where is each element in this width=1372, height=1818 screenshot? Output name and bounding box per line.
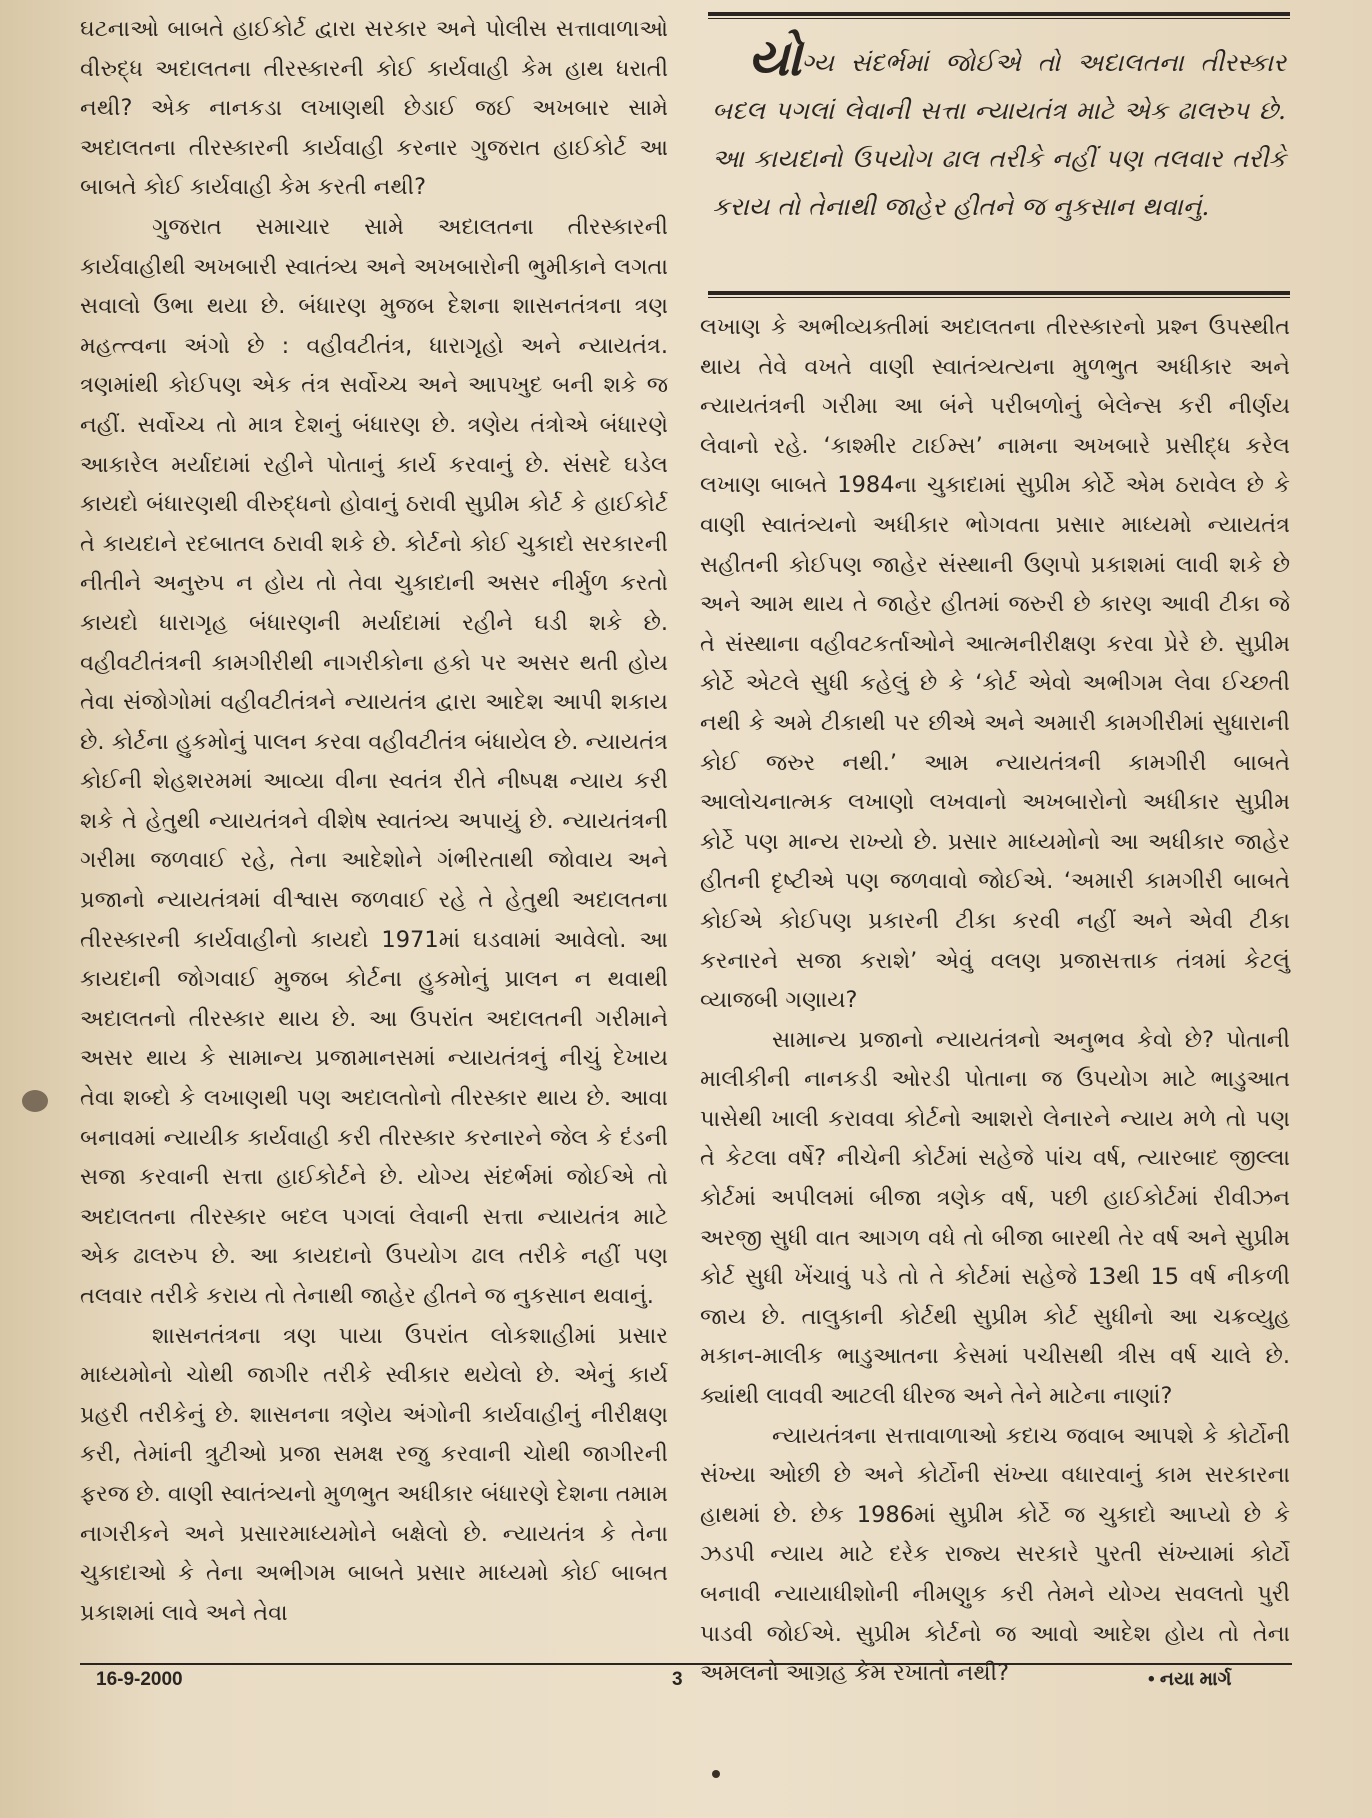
- right-paragraph-1: લખાણ કે અભીવ્યક્તીમાં અદાલતના તીરસ્કારનો પ્રશ્ન ઉપસ્થીત થાય તેવે વખતે વાણી સ્વાતંત્ર્યત્યના મુળભુત અધીકાર અને ન્યાયતંત્રની ગરીમા આ બંને પરીબળોનું બેલેન્સ કરી નીર્ણય લેવાનો રહે. ‘કાશ્મીર ટાઈમ્સ’ નામના અખબારે પ્રસીદ્ધ કરેલ લખાણ બાબતે 1984ના ચુકાદામાં સુપ્રીમ કોર્ટે એમ ઠરાવેલ છે કે વાણી સ્વાતંત્ર્યનો અધીકાર ભોગવતા પ્રસાર માધ્યમો ન્યાયતંત્ર સહીતની કોઈપણ જાહેર સંસ્થાની ઉણપો પ્રકાશમાં લાવી શકે છે અને આમ થાય તે જાહેર હીતમાં જરુરી છે કારણ આવી ટીકા જે તે સંસ્થાના વહીવટકર્તાઓને આત્મનીરીક્ષણ કરવા પ્રેરે છે. સુપ્રીમ કોર્ટે એટલે સુધી કહેલું છે કે ‘કોર્ટ એવો અભીગમ લેવા ઈચ્છતી નથી કે અમે ટીકાથી પર છીએ અને અમારી કામગીરીમાં સુધારાની કોઈ જરુર નથી.’ આમ ન્યાયતંત્રની કામગીરી બાબતે આલોચનાત્મક લખાણો લખવાનો અખબારોનો અધીકાર સુપ્રીમ કોર્ટે પણ માન્ય રાખ્યો છે. પ્રસાર માધ્યમોનો આ અધીકાર જાહેર હીતની દૃષ્ટીએ પણ જળવાવો જોઈએ. ‘અમારી કામગીરી બાબતે કોઈએ કોઈપણ પ્રકારની ટીકા કરવી નહીં અને એવી ટીકા કરનારને સજા કરાશે’ એવું વલણ પ્રજાસત્તાક તંત્રમાં કેટલું વ્યાજબી ગણાય?: [700, 314, 1290, 1014]
- pull-quote-initial: યો: [748, 28, 802, 87]
- footer-rule: [80, 1663, 1292, 1665]
- paper-speck: [712, 1770, 720, 1778]
- pull-quote-top-rule: [708, 12, 1290, 19]
- footer-date: 16-9-2000: [96, 1669, 183, 1690]
- pull-quote-box: [708, 8, 1290, 298]
- left-paragraph-3: શાસનતંત્રના ત્રણ પાયા ઉપરાંત લોકશાહીમાં પ્રસાર માધ્યમોનો ચોથી જાગીર તરીકે સ્વીકાર થયેલો છે. એનું કાર્ય પ્રહરી તરીકેનું છે. શાસનના ત્રણેય અંગોની કાર્યવાહીનું નીરીક્ષણ કરી, તેમાંની ત્રુટીઓ પ્રજા સમક્ષ રજુ કરવાની ચોથી જાગીરની ફરજ છે. વાણી સ્વાતંત્ર્યનો મુળભુત અધીકાર બંધારણે દેશના તમામ નાગરીકને અને પ્રસારમાધ્યમોને બક્ષેલો છે. ન્યાયતંત્ર કે તેના ચુકાદાઓ કે તેના અભીગમ બાબતે પ્રસાર માધ્યમો કોઈ બાબત પ્રકાશમાં લાવે અને તેવા: [80, 1322, 668, 1626]
- pull-quote-text: [712, 28, 1286, 231]
- footer-page-number: 3: [672, 1669, 683, 1690]
- punch-hole-mark: [22, 1090, 48, 1112]
- right-paragraph-2: સામાન્ય પ્રજાનો ન્યાયતંત્રનો અનુભવ કેવો છે? પોતાની માલીકીની નાનકડી ઓરડી પોતાના જ ઉપયોગ માટે ભાડુઆત પાસેથી ખાલી કરાવવા કોર્ટનો આશરો લેનારને ન્યાય મળે તો પણ તે કેટલા વર્ષે? નીચેની કોર્ટમાં સહેજે પાંચ વર્ષ, ત્યારબાદ જીલ્લા કોર્ટમાં અપીલમાં બીજા ત્રણેક વર્ષ, પછી હાઈકોર્ટમાં રીવીઝન અરજી સુધી વાત આગળ વધે તો બીજા બારથી તેર વર્ષ અને સુપ્રીમ કોર્ટ સુધી ખેંચાવું પડે તો તે કોર્ટમાં સહેજે 13થી 15 વર્ષ નીકળી જાય છે. તાલુકાની કોર્ટથી સુપ્રીમ કોર્ટ સુધીનો આ ચક્રવ્યુહ મકાન-માલીક ભાડુઆતના કેસમાં પચીસથી ત્રીસ વર્ષ ચાલે છે. ક્યાંથી લાવવી આટલી ધીરજ અને તેને માટેના નાણાં?: [700, 1026, 1290, 1410]
- left-column: [80, 10, 668, 1668]
- footer-publication-name: • નયા માર્ગ: [1148, 1669, 1232, 1690]
- right-paragraph-3: ન્યાયતંત્રના સત્તાવાળાઓ કદાચ જવાબ આપશે કે કોર્ટોની સંખ્યા ઓછી છે અને કોર્ટોની સંખ્યા વધારવાનું કામ સરકારના હાથમાં છે. છેક 1986માં સુપ્રીમ કોર્ટે જ ચુકાદો આપ્યો છે કે ઝડપી ન્યાય માટે દરેક રાજ્ય સરકારે પુરતી સંખ્યામાં કોર્ટો બનાવી ન્યાયાધીશોની નીમણુક કરી તેમને યોગ્ય સવલતો પુરી પાડવી જોઈએ. સુપ્રીમ કોર્ટનો જ આવો આદેશ હોય તો તેના અમલનો આગ્રહ કેમ રખાતો નથી?: [700, 1422, 1290, 1687]
- left-paragraph-1: ઘટનાઓ બાબતે હાઈકોર્ટ દ્વારા સરકાર અને પોલીસ સત્તાવાળાઓ વીરુદ્ધ અદાલતના તીરસ્કારની કોઈ કાર્યવાહી કેમ હાથ ધરાતી નથી? એક નાનકડા લખાણથી છેડાઈ જઈ અખબાર સામે અદાલતના તીરસ્કારની કાર્યવાહી કરનાર ગુજરાત હાઈકોર્ટ આ બાબતે કોઈ કાર્યવાહી કેમ કરતી નથી?: [80, 16, 668, 201]
- pull-quote-bottom-rule: [708, 291, 1290, 298]
- left-paragraph-2: ગુજરાત સમાચાર સામે અદાલતના તીરસ્કારની કાર્યવાહીથી અખબારી સ્વાતંત્ર્ય અને અખબારોની ભુમીકાને લગતા સવાલો ઉભા થયા છે. બંધારણ મુજબ દેશના શાસનતંત્રના ત્રણ મહત્ત્વના અંગો છે : વહીવટીતંત્ર, ધારાગૃહો અને ન્યાયતંત્ર. ત્રણમાંથી કોઈપણ એક તંત્ર સર્વોચ્ચ અને આપખુદ બની શકે જ નહીં. સર્વોચ્ચ તો માત્ર દેશનું બંધારણ છે. ત્રણેય તંત્રોએ બંધારણે આકારેલ મર્યાદામાં રહીને પોતાનું કાર્ય કરવાનું છે. સંસદે ઘડેલ કાયદો બંધારણથી વીરુદ્ધનો હોવાનું ઠરાવી સુપ્રીમ કોર્ટ કે હાઈકોર્ટ તે કાયદાને રદબાતલ ઠરાવી શકે છે. કોર્ટનો કોઈ ચુકાદો સરકારની નીતીને અનુરુપ ન હોય તો તેવા ચુકાદાની અસર નીર્મુળ કરતો કાયદો ધારાગૃહ બંધારણની મર્યાદામાં રહીને ઘડી શકે છે. વહીવટીતંત્રની કામગીરીથી નાગરીકોના હકો પર અસર થતી હોય તેવા સંજોગોમાં વહીવટીતંત્રને ન્યાયતંત્ર દ્વારા આદેશ આપી શકાય છે. કોર્ટના હુકમોનું પાલન કરવા વહીવટીતંત્ર બંધાયેલ છે. ન્યાયતંત્ર કોઈની શેહશરમમાં આવ્યા વીના સ્વતંત્ર રીતે નીષ્પક્ષ ન્યાય કરી શકે તે હેતુથી ન્યાયતંત્રને વીશેષ સ્વાતંત્ર્ય અપાયું છે. ન્યાયતંત્રની ગરીમા જળવાઈ રહે, તેના આદેશોને ગંભીરતાથી જોવાય અને પ્રજાનો ન્યાયતંત્રમાં વીશ્વાસ જળવાઈ રહે તે હેતુથી અદાલતના તીરસ્કારની કાર્યવાહીનો કાયદો 1971માં ઘડવામાં આવેલો. આ કાયદાની જોગવાઈ મુજબ કોર્ટના હુકમોનું પ્રાલન ન થવાથી અદાલતનો તીરસ્કાર થાય છે. આ ઉપરાંત અદાલતની ગરીમાને અસર થાય કે સામાન્ય પ્રજામાનસમાં ન્યાયતંત્રનું નીચું દેખાય તેવા શબ્દો કે લખાણથી પણ અદાલતોનો તીરસ્કાર થાય છે. આવા બનાવમાં ન્યાયીક કાર્યવાહી કરી તીરસ્કાર કરનારને જેલ કે દંડની સજા કરવાની સત્તા હાઈકોર્ટને છે. યોગ્ય સંદર્ભમાં જોઈએ તો અદાલતના તીરસ્કાર બદલ પગલાં લેવાની સત્તા ન્યાયતંત્ર માટે એક ઢાલરુપ છે. આ કાયદાનો ઉપયોગ ઢાલ તરીકે નહીં પણ તલવાર તરીકે કરાય તો તેનાથી જાહેર હીતને જ નુકસાન થવાનું.: [80, 213, 668, 1309]
- pull-quote-body: ગ્ય સંદર્ભમાં જોઈએ તો અદાલતના તીરસ્કાર બદલ પગલાં લેવાની સત્તા ન્યાયતંત્ર માટે એક ઢાલરુપ છે. આ કાયદાનો ઉપયોગ ઢાલ તરીકે નહીં પણ તલવાર તરીકે કરાય તો તેનાથી જાહેર હીતને જ નુકસાન થવાનું.: [712, 48, 1286, 221]
